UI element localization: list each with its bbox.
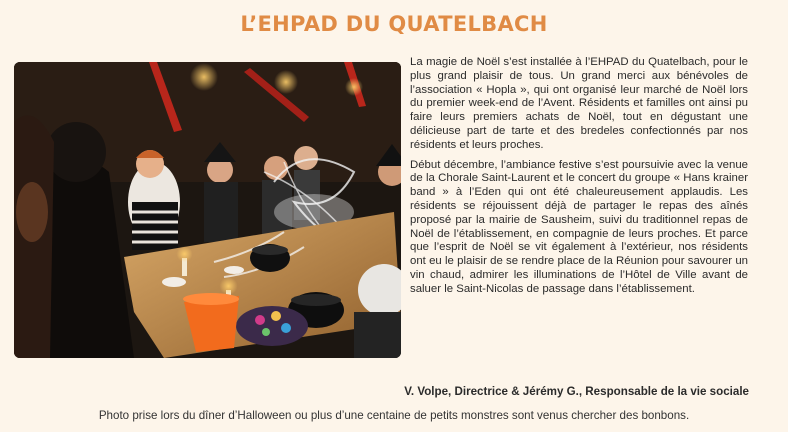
article-signature: V. Volpe, Directrice & Jérémy G., Responsable de la vie sociale [404, 385, 749, 398]
page-title: L’EHPAD DU QUATELBACH [240, 12, 548, 36]
photo-caption: Photo prise lors du dîner d’Halloween ou plus d’une centaine de petits monstres sont venus chercher des bonbons. [98, 409, 690, 422]
halloween-dinner-photo [14, 62, 401, 358]
photo-illustration [14, 62, 401, 358]
article-paragraph-1: La magie de Noël s’est installée à l’EHPAD du Quatelbach, pour le plus grand plaisir de tous. Un grand merci aux bénévoles de l’association « Hopla », qui ont organisé leur marché de Noël lors du premier week-end de l’Avent. Résidents et familles ont ainsi pu faire leurs premiers achats de Noël, tout en dégustant une délicieuse part de tarte et des bredeles confectionnés par nos résidents et leurs proches. [410, 56, 748, 151]
lantern-light [190, 63, 218, 91]
article-body [410, 56, 748, 303]
article-paragraph-2: Début décembre, l’ambiance festive s’est poursuivie avec la venue de la Chorale Saint-Laurent et le concert du groupe « Hans krainer band » à l’Eden qui ont été chaleureusement applaudis. Les résidents se réjouissent déjà de partager le repas des aînés proposé par la mairie de Sausheim, suivi du traditionnel repas de Noël de l’établissement, en compagnie de leurs proches. Et parce que l’esprit de Noël se vit également à l’extérieur, nos résidents ont eu le plaisir de se rendre place de la Réunion pour savourer un vin chaud, admirer les illuminations de l’Hôtel de Ville avant de saluer le Saint-Nicolas de passage dans l’établissement. [410, 158, 748, 295]
